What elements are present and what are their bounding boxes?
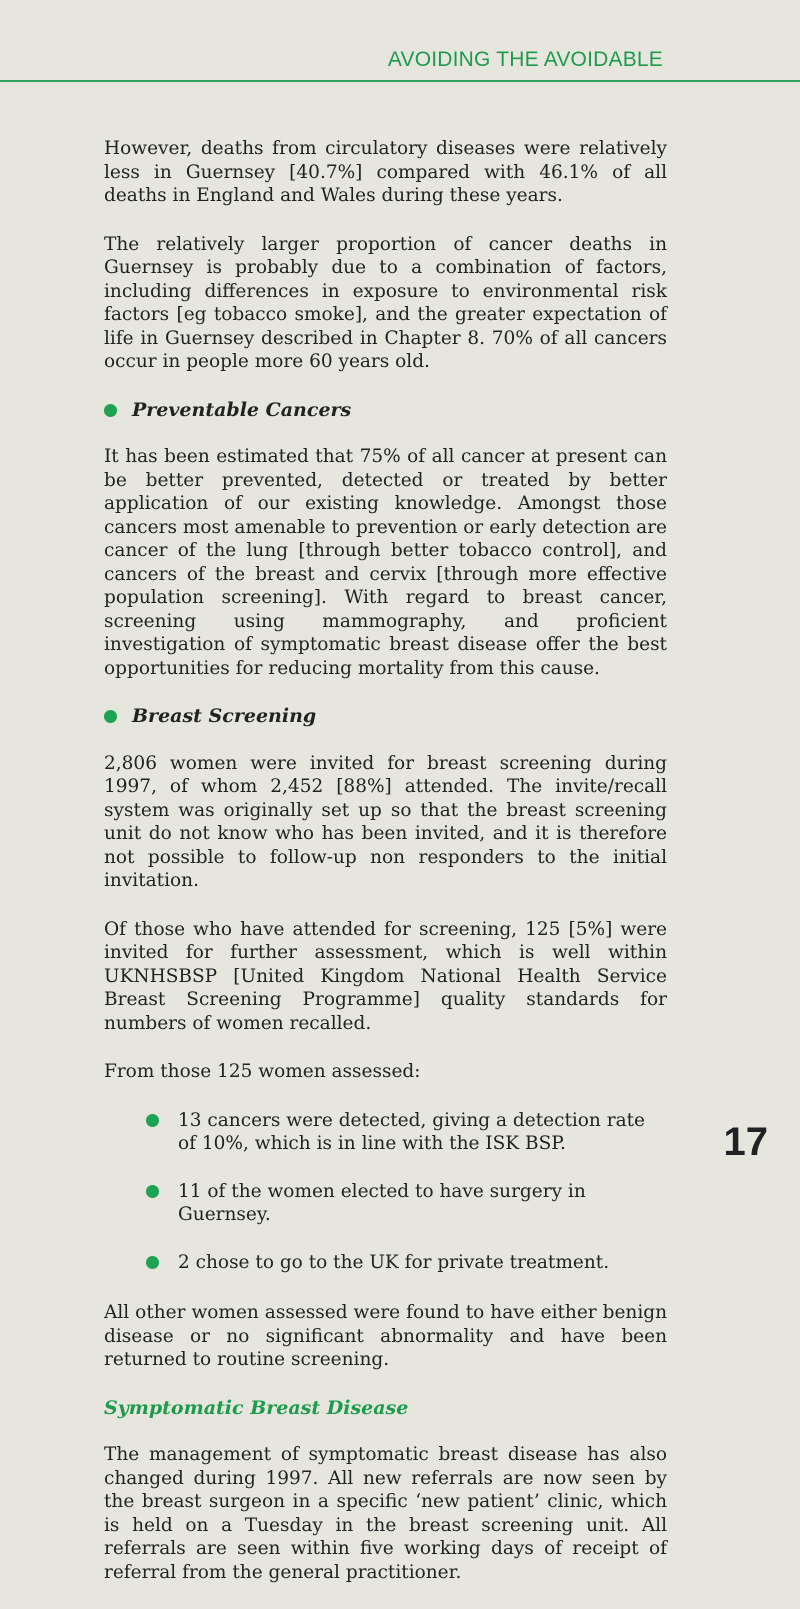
- bullet-dot-icon: [104, 710, 117, 723]
- section-heading-breast-screening: [104, 705, 667, 729]
- paragraph-circulatory-deaths: However, deaths from circulatory diseases were relatively less in Guernsey [40.7%] compared with 46.1% of all deaths in England and Wales during these years.: [104, 138, 667, 206]
- page-body: [104, 137, 667, 1609]
- list-item-text: 13 cancers were detected, giving a detection rate of 10%, which is in line with the ISK BSP.: [178, 1109, 645, 1154]
- list-item-text: 2 chose to go to the UK for private treatment.: [178, 1251, 610, 1273]
- header-divider: [0, 80, 800, 82]
- bullet-dot-icon: [146, 1256, 159, 1269]
- list-item: [146, 1180, 667, 1227]
- page-number: 17: [723, 1120, 768, 1164]
- section-heading-label: Preventable Cancers: [132, 398, 352, 421]
- list-item-text: 11 of the women elected to have surgery in Guernsey.: [178, 1180, 586, 1225]
- assessment-results-list: [104, 1109, 667, 1275]
- section-heading-symptomatic: Symptomatic Breast Disease: [104, 1396, 409, 1419]
- section-heading-preventable-cancers: [104, 399, 667, 423]
- list-item: [146, 1109, 667, 1156]
- section-heading-label: Breast Screening: [132, 705, 317, 727]
- paragraph-other-women: All other women assessed were found to have either benign disease or no significant abnormality and have been returned to routine screening.: [104, 1302, 667, 1370]
- running-header: AVOIDING THE AVOIDABLE: [387, 48, 663, 71]
- bullet-dot-icon: [146, 1114, 159, 1127]
- bullet-dot-icon: [146, 1185, 159, 1198]
- paragraph-further-assessment: Of those who have attended for screening, 125 [5%] were invited for further assessment, which is well within UKNHSBSP [United Kingdom National Health Service Breast Screening Programme] quality standards for numbers of women recalled.: [104, 918, 667, 1034]
- paragraph-assessed-intro: From those 125 women assessed:: [104, 1061, 421, 1082]
- paragraph-symptomatic-management: The management of symptomatic breast disease has also changed during 1997. All new referrals are now seen by the breast surgeon in a specific ‘new patient’ clinic, which is held on a Tuesday in the breast screening unit. All referrals are seen within five working days of receipt of referral from the general practitioner.: [104, 1444, 667, 1583]
- paragraph-cancer-proportion: The relatively larger proportion of cancer deaths in Guernsey is probably due to a combination of factors, including differences in exposure to environmental risk factors [eg tobacco smoke], and the greater expectation of life in Guernsey described in Chapter 8. 70% of all cancers occur in people more 60 years old.: [104, 233, 667, 372]
- paragraph-preventable-cancers: It has been estimated that 75% of all cancer at present can be better prevented, detected or treated by better application of our existing knowledge. Amongst those cancers most amenable to prevention or early detection are cancer of the lung [through better tobacco control], and cancers of the breast and cervix [through more effective population screening]. With regard to breast cancer, screening using mammography, and proficient investigation of symptomatic breast disease offer the best opportunities for reducing mortality from this cause.: [104, 446, 667, 679]
- list-item: [146, 1251, 667, 1275]
- paragraph-screening-invitations: 2,806 women were invited for breast screening during 1997, of whom 2,452 [88%] attended. The invite/recall system was originally set up so that the breast screening unit do not know who has been invited, and it is therefore not possible to follow-up non responders to the initial invitation.: [104, 752, 667, 891]
- bullet-dot-icon: [104, 404, 117, 417]
